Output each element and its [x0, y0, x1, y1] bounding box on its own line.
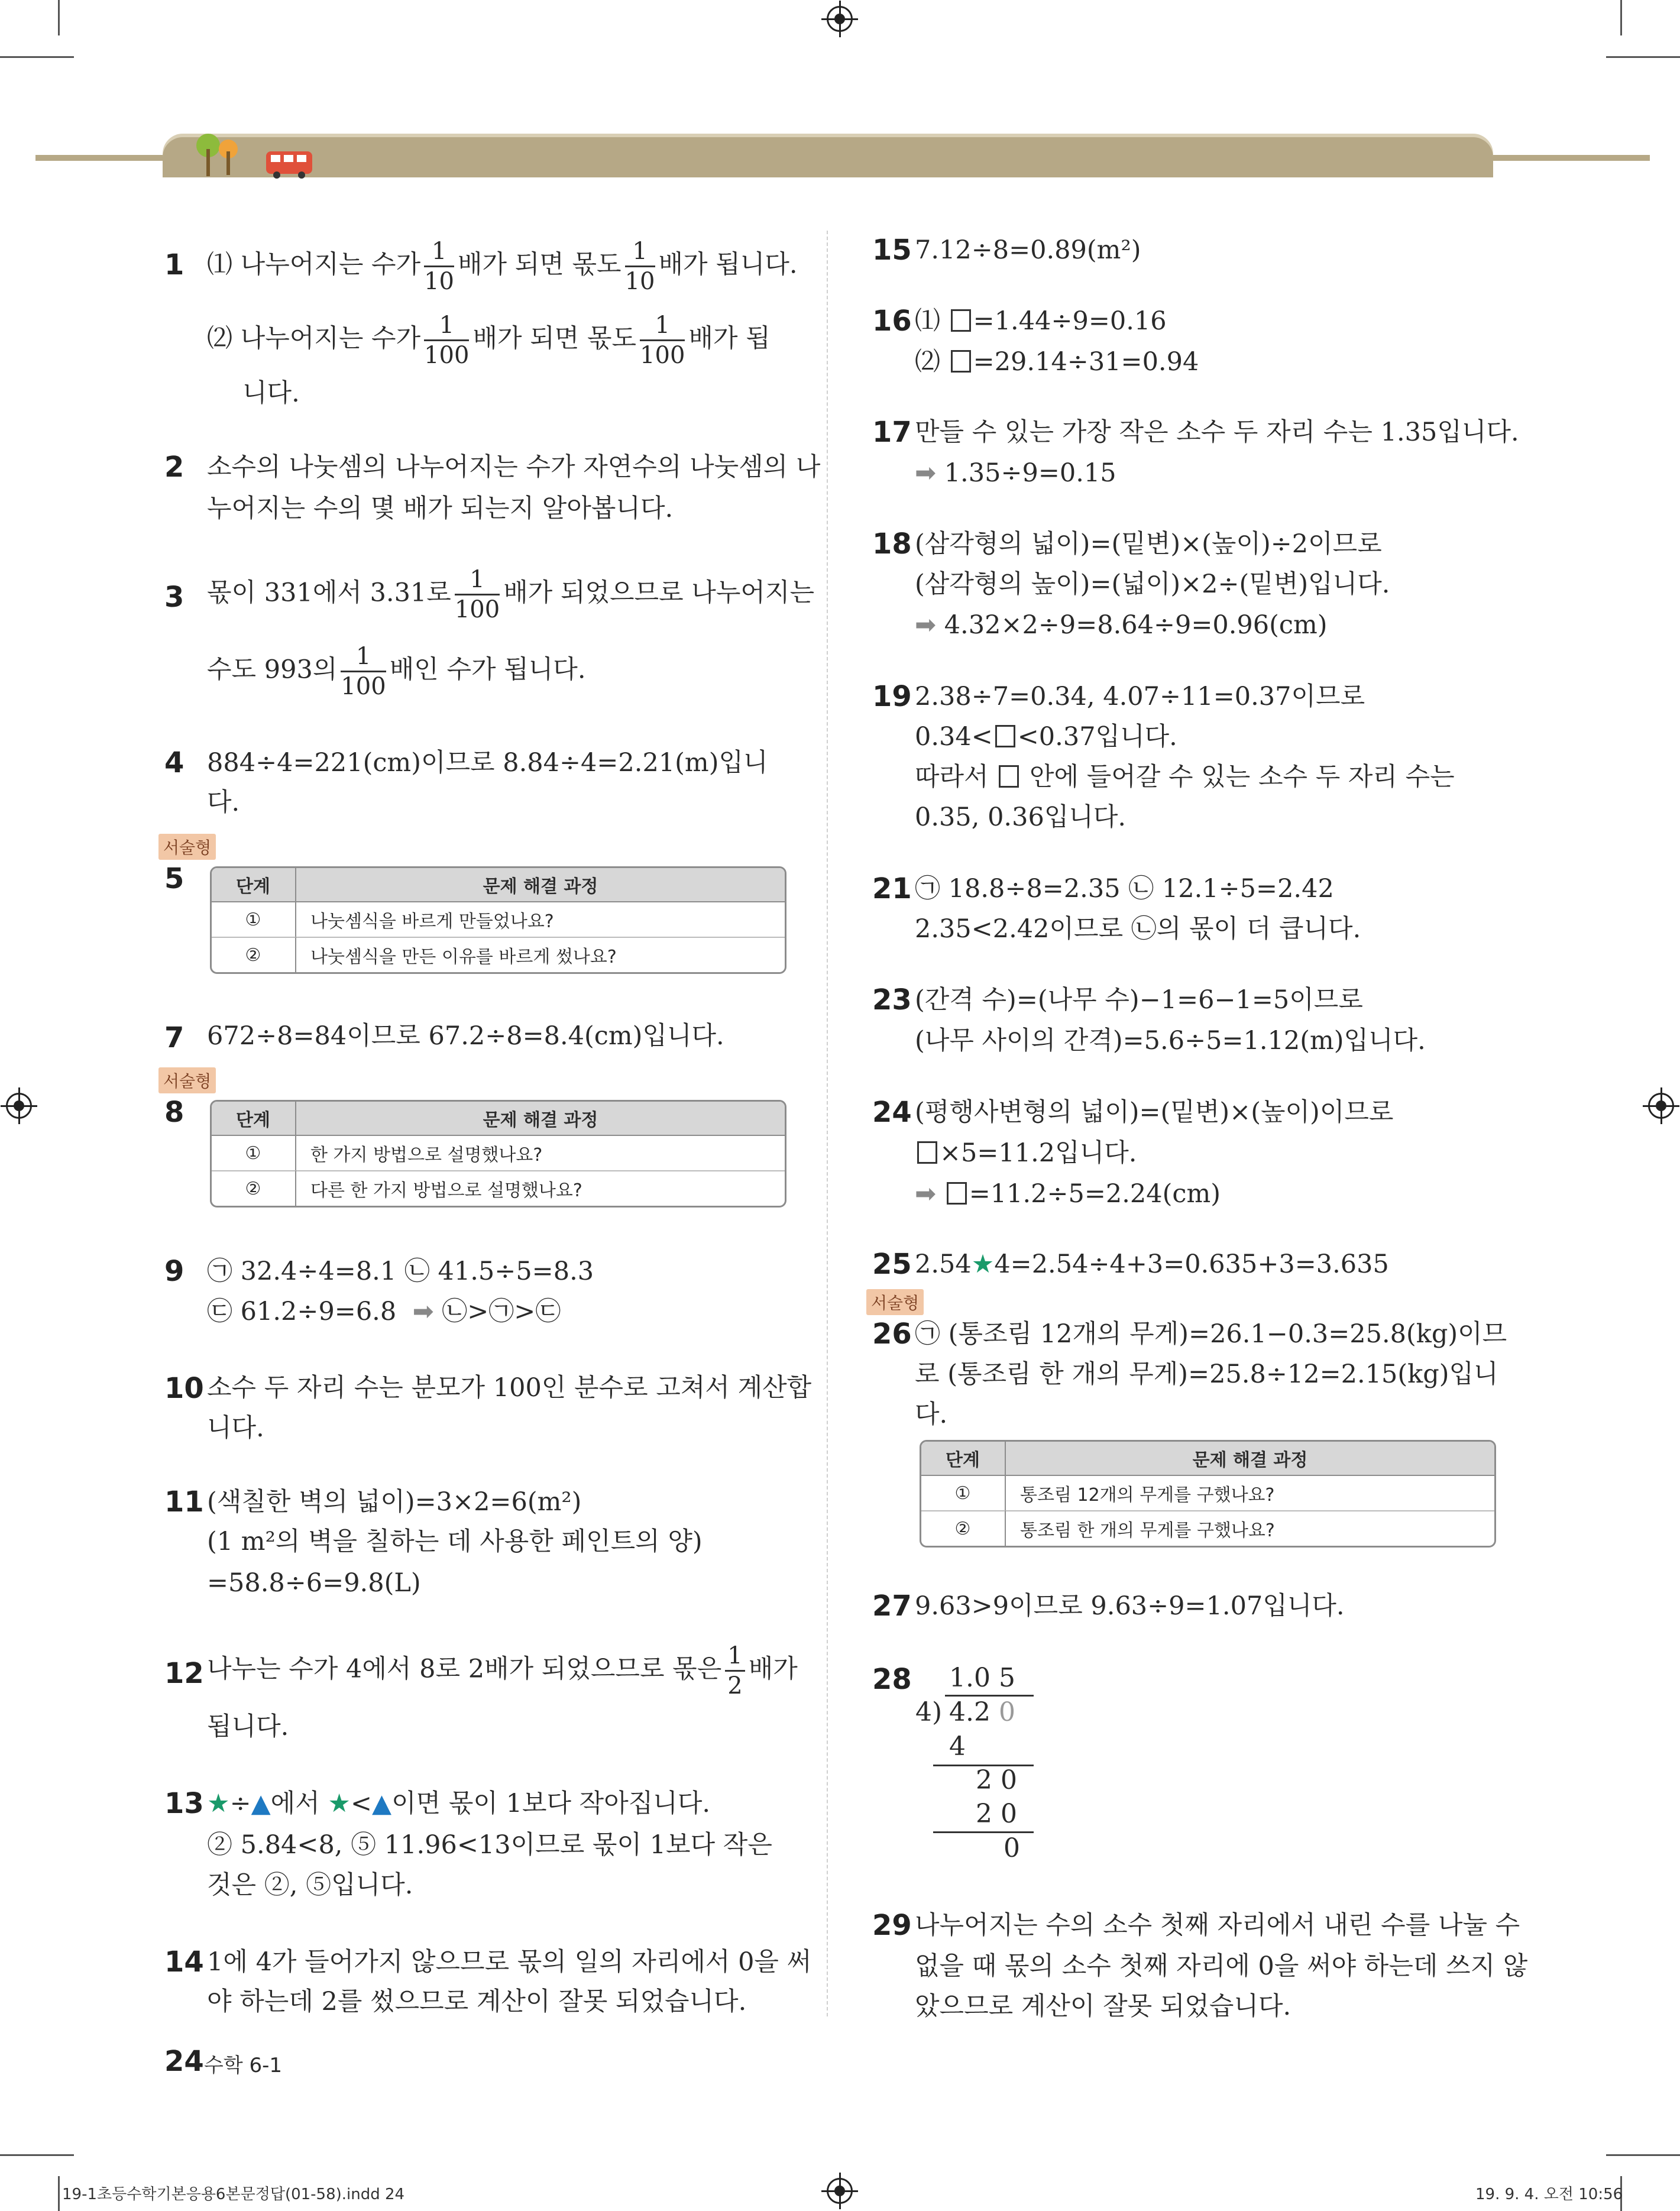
arrow-right-icon: ➡: [915, 1179, 937, 1209]
crop-mark: [1606, 2154, 1680, 2156]
question-number: 21: [872, 872, 912, 905]
answer-line: ㉢ 61.2÷9=6.8 ➡ ㉡>㉠>㉢: [207, 1297, 561, 1326]
question-number: 8: [164, 1096, 184, 1129]
question-number: 19: [872, 680, 912, 713]
question-number: 15: [872, 234, 912, 267]
crop-mark: [58, 0, 60, 35]
blank-box-icon: [951, 350, 971, 373]
print-date: 19. 9. 4. 오전 10:56: [1475, 2186, 1623, 2203]
answer-line: 2.35<2.42이므로 ㉡의 몫이 더 큽니다.: [915, 914, 1361, 944]
crop-mark: [1606, 56, 1680, 58]
division-quotient: 1.0 5: [949, 1663, 1015, 1693]
division-step: 2 0: [976, 1765, 1017, 1795]
answer-line: (삼각형의 높이)=(넓이)×2÷(밑변)입니다.: [915, 569, 1390, 599]
file-name: 19-1초등수학기본응용6본문정답(01-58).indd 24: [62, 2186, 405, 2203]
blank-box-icon: [947, 1182, 967, 1205]
column-divider: [827, 231, 828, 2016]
question-number: 5: [164, 862, 184, 895]
answer-line: 만들 수 있는 가장 작은 소수 두 자리 수는 1.35입니다.: [915, 417, 1519, 447]
registration-mark-icon: [827, 6, 853, 32]
answer-line: =58.8÷6=9.8(L): [207, 1568, 421, 1598]
answer-line: 2.54★4=2.54÷4+3=0.635+3=3.635: [915, 1249, 1389, 1279]
answer-line: ⑵ 나누어지는 수가 $\frac{1}{100}$ 배가 되면 몫도 $\frac{1}{100}$ 배가 됩: [207, 312, 771, 369]
question-number: 18: [872, 527, 912, 561]
answer-line: 9.63>9이므로 9.63÷9=1.07입니다.: [915, 1591, 1345, 1621]
star-icon: ★: [971, 1249, 995, 1279]
answer-line: 나누어지는 수의 소수 첫째 자리에서 내린 수를 나눌 수: [915, 1911, 1520, 1940]
essay-tag: 서술형: [866, 1289, 924, 1315]
question-number: 25: [872, 1248, 912, 1281]
answer-line: ㉠ 18.8÷8=2.35 ㉡ 12.1÷5=2.42: [915, 874, 1334, 904]
fraction: $\frac{1}{100}$: [341, 643, 386, 700]
page-number: 24: [164, 2045, 204, 2078]
question-number: 28: [872, 1663, 912, 1696]
answer-line: 소수의 나눗셈의 나누어지는 수가 자연수의 나눗셈의 나: [207, 452, 821, 482]
question-number: 23: [872, 983, 912, 1017]
answer-line: (간격 수)=(나무 수)−1=6−1=5이므로: [915, 985, 1363, 1015]
answer-line: 수도 993의 $\frac{1}{100}$ 배인 수가 됩니다.: [207, 643, 586, 700]
registration-mark-icon: [827, 2178, 853, 2204]
answer-line: (평행사변형의 넓이)=(밑변)×(높이)이므로: [915, 1098, 1394, 1127]
crop-mark: [58, 2176, 60, 2211]
division-dividend: 4.2 0: [949, 1697, 1015, 1727]
answer-line: 2.38÷7=0.34, 4.07÷11=0.37이므로: [915, 682, 1365, 711]
fraction: $\frac{1}{10}$: [424, 238, 455, 295]
header-tab: [163, 137, 1493, 177]
blank-box-icon: [951, 309, 971, 332]
answer-line: ⑴ 나누어지는 수가 $\frac{1}{10}$ 배가 되면 몫도 $\frac{1}{10}$ 배가 됩니다.: [207, 238, 798, 295]
blank-box-icon: [999, 765, 1019, 788]
question-number: 14: [164, 1945, 204, 1979]
question-number: 4: [164, 746, 184, 779]
essay-tag: 서술형: [158, 1067, 216, 1093]
question-number: 27: [872, 1590, 912, 1623]
answer-line: 1에 4가 들어가지 않으므로 몫의 일의 자리에서 0을 써: [207, 1947, 812, 1977]
fraction: $\frac{1}{100}$: [424, 312, 470, 369]
answer-line: ㉠ 32.4÷4=8.1 ㉡ 41.5÷5=8.3: [207, 1257, 594, 1286]
triangle-icon: ▲: [251, 1789, 271, 1818]
answer-line: 됩니다.: [207, 1712, 289, 1741]
answer-line: ➡ =11.2÷5=2.24(cm): [915, 1179, 1221, 1209]
blank-box-icon: [917, 1141, 937, 1164]
question-number: 26: [872, 1317, 912, 1351]
answer-line: 다.: [915, 1400, 948, 1429]
crop-mark: [1620, 0, 1622, 35]
answer-line: 672÷8=84이므로 67.2÷8=8.4(cm)입니다.: [207, 1021, 724, 1051]
fraction: $\frac{1}{100}$: [640, 312, 685, 369]
star-icon: ★: [328, 1789, 351, 1818]
rubric-table: 단계 문제 해결 과정 ① 나눗셈식을 바르게 만들었나요? ② 나눗셈식을 만든 이유를 바르게 썼나요?: [210, 866, 786, 974]
question-number: 24: [872, 1096, 912, 1129]
answer-line: 따라서 안에 들어갈 수 있는 소수 두 자리 수는: [915, 762, 1455, 792]
registration-mark-icon: [6, 1093, 32, 1119]
trees-and-bus-icon: [195, 125, 319, 179]
answer-line: (1 m²의 벽을 칠하는 데 사용한 페인트의 양): [207, 1527, 703, 1556]
question-number: 3: [164, 581, 184, 614]
answer-line: 로 (통조림 한 개의 무게)=25.8÷12=2.15(kg)입니: [915, 1359, 1498, 1389]
question-number: 1: [164, 248, 184, 281]
arrow-right-icon: ➡: [915, 610, 937, 640]
essay-tag: 서술형: [158, 834, 216, 860]
answer-line: 누어지는 수의 몇 배가 되는지 알아봅니다.: [207, 494, 674, 523]
answer-line: ×5=11.2입니다.: [915, 1132, 1137, 1174]
rubric-table: 단계 문제 해결 과정 ① 한 가지 방법으로 설명했나요? ② 다른 한 가지 방법으로 설명했나요?: [210, 1100, 786, 1208]
registration-mark-icon: [1648, 1093, 1674, 1119]
answer-line: 니다.: [242, 378, 300, 408]
question-number: 7: [164, 1021, 184, 1054]
answer-line: 0.35, 0.36입니다.: [915, 802, 1127, 832]
answer-line: 884÷4=221(cm)이므로 8.84÷4=2.21(m)입니: [207, 748, 768, 778]
star-icon: ★: [207, 1789, 230, 1818]
answer-line: 다.: [207, 788, 240, 817]
answer-line: 소수 두 자리 수는 분모가 100인 분수로 고쳐서 계산합: [207, 1373, 812, 1403]
fraction: $\frac{1}{100}$: [454, 566, 500, 623]
answer-line: 았으므로 계산이 잘못 되었습니다.: [915, 1992, 1291, 2021]
answer-line: ★÷▲에서 ★<▲이면 몫이 1보다 작아집니다.: [207, 1789, 711, 1818]
answer-line: ② 5.84<8, ⑤ 11.96<13이므로 몫이 1보다 작은: [207, 1830, 772, 1860]
arrow-right-icon: ➡: [412, 1297, 434, 1326]
question-number: 10: [164, 1372, 204, 1405]
fraction: $\frac{1}{10}$: [624, 238, 655, 295]
division-divisor: 4): [915, 1697, 943, 1727]
answer-line: (색칠한 벽의 넓이)=3×2=6(m²): [207, 1487, 582, 1517]
answer-line: ⑴ =1.44÷9=0.16: [915, 306, 1167, 336]
question-number: 16: [872, 305, 912, 338]
question-number: 9: [164, 1255, 184, 1288]
question-number: 12: [164, 1657, 204, 1690]
question-number: 11: [164, 1485, 204, 1519]
answer-line: ⑵ =29.14÷31=0.94: [915, 347, 1199, 377]
fraction: $\frac{1}{2}$: [725, 1644, 744, 1698]
rubric-table: 단계 문제 해결 과정 ① 통조림 12개의 무게를 구했나요? ② 통조림 한 개의 무게를 구했나요?: [920, 1440, 1496, 1548]
division-bar: [945, 1695, 1034, 1697]
answer-line: 나누는 수가 4에서 8로 2배가 되었으므로 몫은 $\frac{1}{2}$ 배가: [207, 1642, 798, 1699]
question-number: 17: [872, 416, 912, 449]
answer-line: 없을 때 몫의 소수 첫째 자리에 0을 써야 하는데 쓰지 않: [915, 1951, 1528, 1981]
arrow-right-icon: ➡: [915, 458, 937, 488]
answer-line: 것은 ②, ⑤입니다.: [207, 1870, 413, 1900]
answer-line: 니다.: [207, 1413, 264, 1443]
answer-line: 야 하는데 2를 썼으므로 계산이 잘못 되었습니다.: [207, 1987, 747, 2016]
answer-line: 몫이 331에서 3.31로 $\frac{1}{100}$ 배가 되었으므로 나누어지는: [207, 566, 814, 623]
division-step: 2 0: [976, 1799, 1017, 1829]
answer-line: (나무 사이의 간격)=5.6÷5=1.12(m)입니다.: [915, 1026, 1426, 1056]
answer-line: ㉠ (통조림 12개의 무게)=26.1−0.3=25.8(kg)이므: [915, 1319, 1507, 1349]
crop-mark: [0, 2154, 74, 2156]
answer-line: (삼각형의 넓이)=(밑변)×(높이)÷2이므로: [915, 529, 1382, 559]
answer-line: 0.34< <0.37입니다.: [915, 722, 1177, 752]
blank-box-icon: [995, 725, 1015, 747]
book-title: 수학 6-1: [204, 2054, 283, 2077]
division-step: 4: [949, 1731, 966, 1762]
question-number: 29: [872, 1909, 912, 1942]
question-number: 13: [164, 1787, 204, 1820]
crop-mark: [0, 56, 74, 58]
answer-line: 7.12÷8=0.89(m²): [915, 235, 1141, 265]
answer-line: ➡ 1.35÷9=0.15: [915, 458, 1116, 488]
triangle-icon: ▲: [372, 1789, 392, 1818]
division-remainder: 0: [1004, 1833, 1020, 1863]
answer-line: ➡ 4.32×2÷9=8.64÷9=0.96(cm): [915, 610, 1328, 640]
question-number: 2: [164, 451, 184, 484]
